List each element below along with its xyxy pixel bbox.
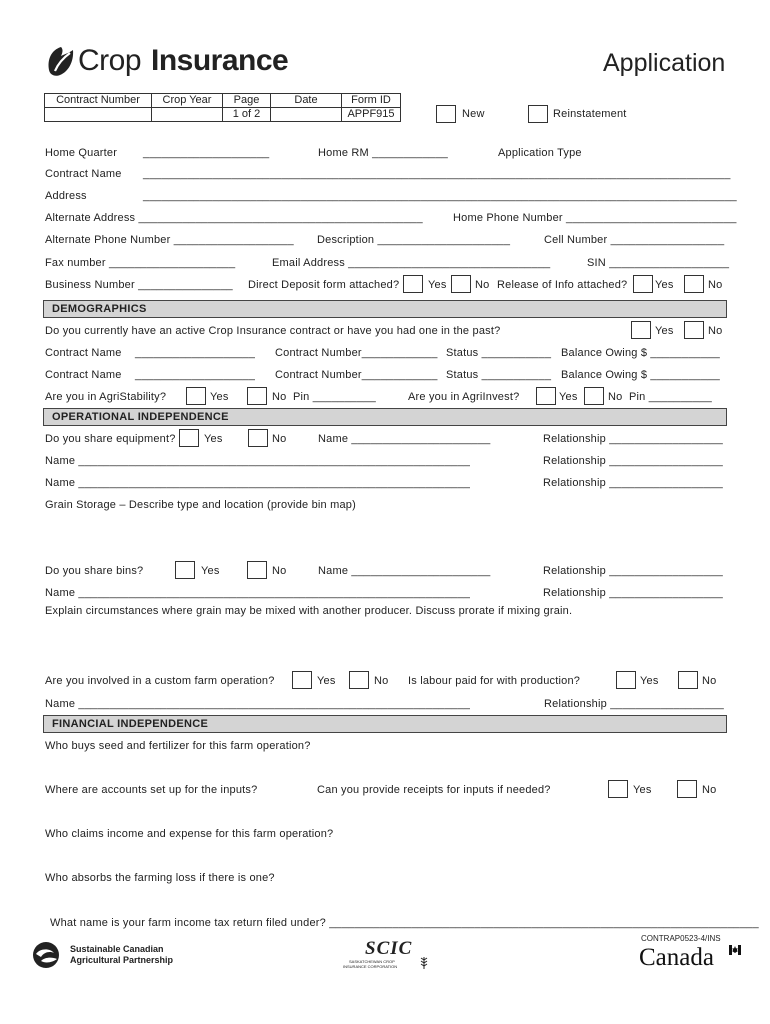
maple-leaf-flag-icon	[729, 945, 741, 955]
leaf-logo-icon	[46, 44, 76, 78]
agriinvest-pin-field[interactable]: Pin __________	[629, 391, 712, 403]
agristability-yes-checkbox[interactable]	[186, 387, 206, 405]
contract-number-header: Contract Number	[45, 94, 152, 108]
labour-paid-no-label: No	[702, 675, 717, 687]
seed-fertilizer-question: Who buys seed and fertilizer for this farm operation?	[45, 740, 311, 752]
wheat-icon	[419, 955, 429, 969]
release-info-yes-label: Yes	[655, 279, 674, 291]
financial-title: FINANCIAL INDEPENDENCE	[52, 718, 209, 730]
custom-farm-label: Are you involved in a custom farm operation?	[45, 675, 275, 687]
application-type-label: Application Type	[498, 147, 582, 159]
cell-number-field[interactable]: Cell Number __________________	[544, 234, 725, 246]
contract-number-value[interactable]	[45, 108, 152, 122]
direct-deposit-label: Direct Deposit form attached?	[248, 279, 400, 291]
share-equipment-no-label: No	[272, 433, 287, 445]
equipment-relationship-field-2[interactable]: Relationship __________________	[543, 455, 723, 467]
labour-paid-yes-checkbox[interactable]	[616, 671, 636, 689]
home-phone-field[interactable]: Home Phone Number ___________________________	[453, 212, 737, 224]
agristability-yes-label: Yes	[210, 391, 229, 403]
fax-number-field[interactable]: Fax number ____________________	[45, 257, 236, 269]
release-info-no-checkbox[interactable]	[684, 275, 704, 293]
bins-relationship-field-2[interactable]: Relationship __________________	[543, 587, 723, 599]
absorbs-loss-question: Who absorbs the farming loss if there is one?	[45, 872, 275, 884]
share-bins-yes-checkbox[interactable]	[175, 561, 195, 579]
demo-balance-owing-field-2[interactable]: Balance Owing $ ___________	[561, 369, 720, 381]
release-info-yes-checkbox[interactable]	[633, 275, 653, 293]
agriinvest-yes-label: Yes	[559, 391, 578, 403]
new-checkbox[interactable]	[436, 105, 456, 123]
financial-section-header	[43, 715, 727, 733]
custom-farm-no-label: No	[374, 675, 389, 687]
agriinvest-label: Are you in AgriInvest?	[408, 391, 520, 403]
form-id-header: Form ID	[342, 94, 401, 108]
receipts-question: Can you provide receipts for inputs if needed?	[317, 784, 551, 796]
release-info-no-label: No	[708, 279, 723, 291]
share-bins-label: Do you share bins?	[45, 565, 144, 577]
equipment-name-field-1[interactable]: Name ______________________	[318, 433, 491, 445]
active-contract-question: Do you currently have an active Crop Insurance contract or have you had one in the past?	[45, 325, 501, 337]
alternate-address-field[interactable]: Alternate Address _____________________________________________	[45, 212, 423, 224]
share-equipment-yes-checkbox[interactable]	[179, 429, 199, 447]
crop-year-value[interactable]	[152, 108, 223, 122]
reinstatement-checkbox[interactable]	[528, 105, 548, 123]
alternate-phone-field[interactable]: Alternate Phone Number ___________________	[45, 234, 294, 246]
custom-farm-name-field[interactable]: Name ______________________________________________________________	[45, 698, 471, 710]
share-bins-no-label: No	[272, 565, 287, 577]
agriinvest-yes-checkbox[interactable]	[536, 387, 556, 405]
agristability-no-checkbox[interactable]	[247, 387, 267, 405]
claims-income-question: Who claims income and expense for this farm operation?	[45, 828, 334, 840]
share-equipment-label: Do you share equipment?	[45, 433, 176, 445]
active-contract-yes-label: Yes	[655, 325, 674, 337]
custom-farm-yes-checkbox[interactable]	[292, 671, 312, 689]
new-label: New	[462, 108, 485, 120]
demo-balance-owing-field-1[interactable]: Balance Owing $ ___________	[561, 347, 720, 359]
accounts-question: Where are accounts set up for the inputs?	[45, 784, 258, 796]
custom-farm-yes-label: Yes	[317, 675, 336, 687]
demo-status-field-1[interactable]: Status ___________	[446, 347, 552, 359]
agristability-label: Are you in AgriStability?	[45, 391, 167, 403]
contract-name-field[interactable]: _____________________________________________________________________________________________	[143, 168, 731, 180]
business-number-field[interactable]: Business Number _______________	[45, 279, 233, 291]
demographics-title: DEMOGRAPHICS	[52, 303, 147, 315]
custom-farm-no-checkbox[interactable]	[349, 671, 369, 689]
equipment-name-field-2[interactable]: Name ______________________________________________________________	[45, 455, 471, 467]
demo-contract-number-field-1[interactable]: Contract Number____________	[275, 347, 438, 359]
labour-paid-yes-label: Yes	[640, 675, 659, 687]
address-label: Address	[45, 190, 87, 202]
explain-mixing-label: Explain circumstances where grain may be mixed with another producer. Discuss prorate if mixing grain.	[45, 605, 573, 617]
active-contract-no-checkbox[interactable]	[684, 321, 704, 339]
demo-contract-name-label-2: Contract Name	[45, 369, 122, 381]
equipment-relationship-field-1[interactable]: Relationship __________________	[543, 433, 723, 445]
page-header: Page	[223, 94, 271, 108]
operational-title: OPERATIONAL INDEPENDENCE	[52, 411, 229, 423]
logo-text-light: Crop	[78, 44, 142, 77]
demo-contract-number-field-2[interactable]: Contract Number____________	[275, 369, 438, 381]
contract-info-table	[44, 93, 401, 122]
direct-deposit-yes-label: Yes	[428, 279, 447, 291]
date-value[interactable]	[271, 108, 342, 122]
reinstatement-label: Reinstatement	[553, 108, 627, 120]
labour-paid-no-checkbox[interactable]	[678, 671, 698, 689]
page-value: 1 of 2	[223, 108, 271, 122]
form-code: CONTRAP0523-4/INS	[641, 934, 721, 943]
email-field[interactable]: Email Address ________________________________	[272, 257, 551, 269]
bins-relationship-field-1[interactable]: Relationship __________________	[543, 565, 723, 577]
equipment-relationship-field-3[interactable]: Relationship __________________	[543, 477, 723, 489]
share-equipment-no-checkbox[interactable]	[248, 429, 268, 447]
sin-field[interactable]: SIN ___________________	[587, 257, 730, 269]
partnership-line1: Sustainable Canadian	[70, 944, 164, 954]
scic-sub1: SASKATCHEWAN CROP	[349, 959, 395, 964]
demo-contract-name-field-1[interactable]: ___________________	[135, 347, 256, 359]
direct-deposit-no-checkbox[interactable]	[451, 275, 471, 293]
share-equipment-yes-label: Yes	[204, 433, 223, 445]
receipts-no-checkbox[interactable]	[677, 780, 697, 798]
description-field[interactable]: Description _____________________	[317, 234, 511, 246]
agristability-no-label: No	[272, 391, 287, 403]
agriinvest-no-label: No	[608, 391, 623, 403]
scic-text: SCIC	[365, 938, 413, 959]
date-header: Date	[271, 94, 342, 108]
bins-name-field-2[interactable]: Name ______________________________________________________________	[45, 587, 471, 599]
partnership-swirl-icon	[30, 940, 64, 970]
tax-return-field[interactable]: What name is your farm income tax return filed under? ____________________________________________________________________	[50, 917, 759, 929]
scic-sub2: INSURANCE CORPORATION	[343, 964, 398, 969]
canada-text: Canada	[639, 944, 714, 971]
home-quarter-field[interactable]: ____________________	[143, 147, 270, 159]
operational-section-header	[43, 408, 727, 426]
active-contract-no-label: No	[708, 325, 723, 337]
logo-text-bold: Insurance	[151, 44, 289, 77]
demo-contract-name-label-1: Contract Name	[45, 347, 122, 359]
form-id-value: APPF915	[342, 108, 401, 122]
scic-logo	[343, 938, 433, 972]
custom-farm-relationship-field[interactable]: Relationship __________________	[544, 698, 724, 710]
agristability-pin-field[interactable]: Pin __________	[293, 391, 376, 403]
active-contract-yes-checkbox[interactable]	[631, 321, 651, 339]
crop-year-header: Crop Year	[152, 94, 223, 108]
contract-name-label: Contract Name	[45, 168, 122, 180]
direct-deposit-no-label: No	[475, 279, 490, 291]
demo-contract-name-field-2[interactable]: ___________________	[135, 369, 256, 381]
demo-status-field-2[interactable]: Status ___________	[446, 369, 552, 381]
home-rm-field[interactable]: Home RM ____________	[318, 147, 448, 159]
receipts-no-label: No	[702, 784, 717, 796]
share-bins-no-checkbox[interactable]	[247, 561, 267, 579]
share-bins-yes-label: Yes	[201, 565, 220, 577]
address-field[interactable]: ______________________________________________________________________________________________	[143, 190, 737, 202]
home-quarter-label: Home Quarter	[45, 147, 118, 159]
partnership-line2: Agricultural Partnership	[70, 955, 174, 965]
demographics-section-header	[43, 300, 727, 318]
agriinvest-no-checkbox[interactable]	[584, 387, 604, 405]
receipts-yes-label: Yes	[633, 784, 652, 796]
release-info-label: Release of Info attached?	[497, 279, 628, 291]
receipts-yes-checkbox[interactable]	[608, 780, 628, 798]
equipment-name-field-3[interactable]: Name ______________________________________________________________	[45, 477, 471, 489]
direct-deposit-yes-checkbox[interactable]	[403, 275, 423, 293]
labour-paid-label: Is labour paid for with production?	[408, 675, 581, 687]
doc-title: Application	[603, 49, 726, 77]
grain-storage-label: Grain Storage – Describe type and location (provide bin map)	[45, 499, 356, 511]
bins-name-field-1[interactable]: Name ______________________	[318, 565, 491, 577]
